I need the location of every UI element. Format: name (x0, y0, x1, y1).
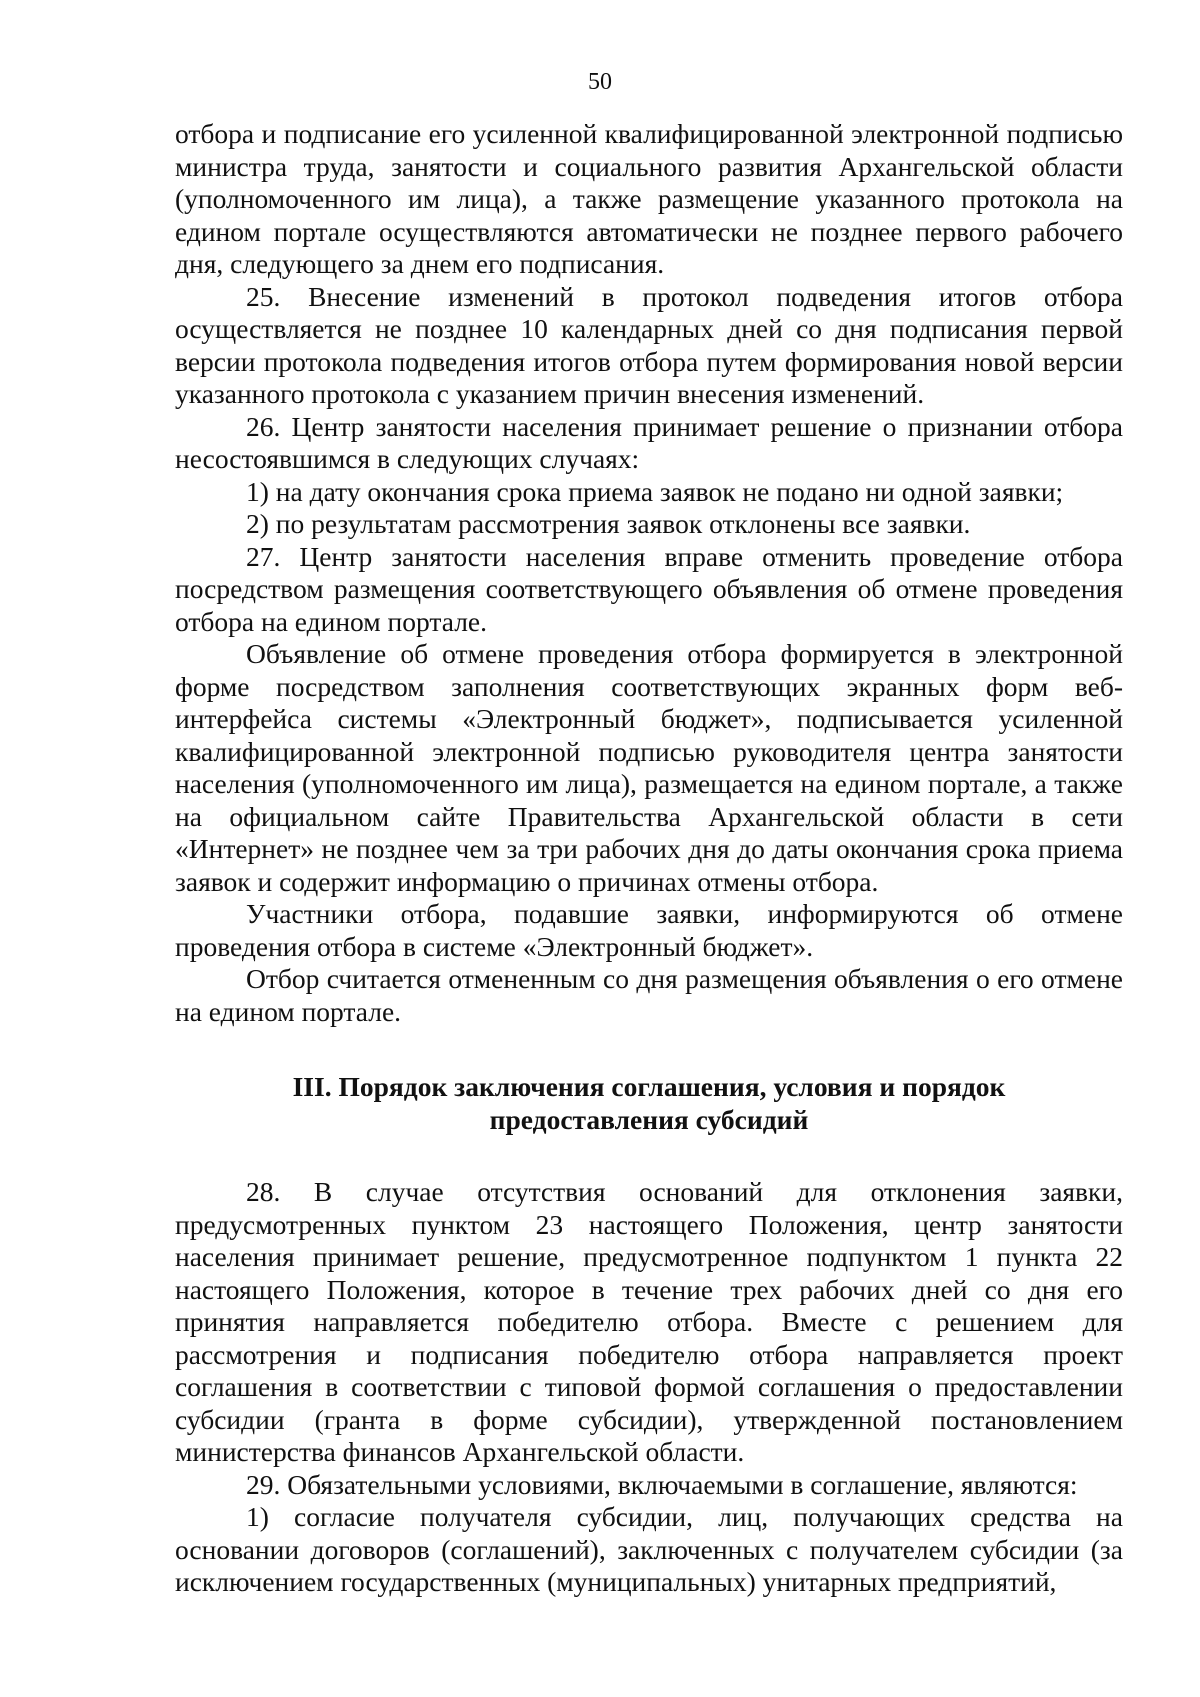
section-heading-line: предоставления субсидий (489, 1103, 809, 1135)
paragraph: 26. Центр занятости населения принимает решение о признании отбора несостоявшимся в следующих случаях: (175, 410, 1123, 474)
paragraph: отбора и подписание его усиленной квалифицированной электронной подписью министра труда, занятости и социального развития Архангельской области (уполномоченного им лица), а также размещение указанного протокола на едином портале осуществляются автоматически не позднее первого рабочего дня, следующего за днем его подписания. (175, 118, 1123, 279)
document-body (175, 118, 1123, 1599)
list-item: 2) по результатам рассмотрения заявок отклонены все заявки. (246, 508, 971, 539)
section-heading (175, 1071, 1123, 1136)
section-heading-line: III. Порядок заключения соглашения, условия и порядок (292, 1071, 1006, 1102)
paragraph: Отбор считается отмененным со дня размещения объявления о его отмене на едином портале. (175, 963, 1123, 1027)
paragraph: 29. Обязательными условиями, включаемыми в соглашение, являются: (246, 1468, 1078, 1500)
paragraph: Объявление об отмене проведения отбора формируется в электронной форме посредством заполнения соответствующих экранных форм веб-интерфейса системы «Электронный бюджет», подписывается усиленной квалифицированной электронной подписью руководителя центра занятости населения (уполномоченного им лица), размещается на едином портале, а также на официальном сайте Правительства Архангельской области в сети «Интернет» не позднее чем за три рабочих дня до даты окончания срока приема заявок и содержит информацию о причинах отмены отбора. (175, 638, 1123, 897)
list-item: 1) согласие получателя субсидии, лиц, получающих средства на основании договоров (соглашений), заключенных с получателем субсидии (за исключением государственных (муниципальных) унитарных предприятий, (175, 1501, 1123, 1597)
paragraph: 27. Центр занятости населения вправе отменить проведение отбора посредством размещения соответствующего объявления об отмене проведения отбора на едином портале. (175, 540, 1123, 637)
page-number: 50 (588, 69, 612, 95)
paragraph: 28. В случае отсутствия оснований для отклонения заявки, предусмотренных пунктом 23 настоящего Положения, центр занятости населения принимает решение, предусмотренное подпунктом 1 пункта 22 настоящего Положения, которое в течение трех рабочих дней со дня его принятия направляется победителю отбора. Вместе с решением для рассмотрения и подписания победителю отбора направляется проект соглашения в соответствии с типовой формой соглашения о предоставлении субсидии (гранта в форме субсидии), утвержденной постановлением министерства финансов Архангельской области. (175, 1176, 1123, 1467)
paragraph: 25. Внесение изменений в протокол подведения итогов отбора осуществляется не позднее 10 календарных дней со дня подписания первой версии протокола подведения итогов отбора путем формирования новой версии указанного протокола с указанием причин внесения изменений. (175, 280, 1123, 409)
paragraph: Участники отбора, подавшие заявки, информируются об отмене проведения отбора в системе «Электронный бюджет». (175, 898, 1123, 962)
list-item: 1) на дату окончания срока приема заявок не подано ни одной заявки; (246, 475, 1064, 507)
